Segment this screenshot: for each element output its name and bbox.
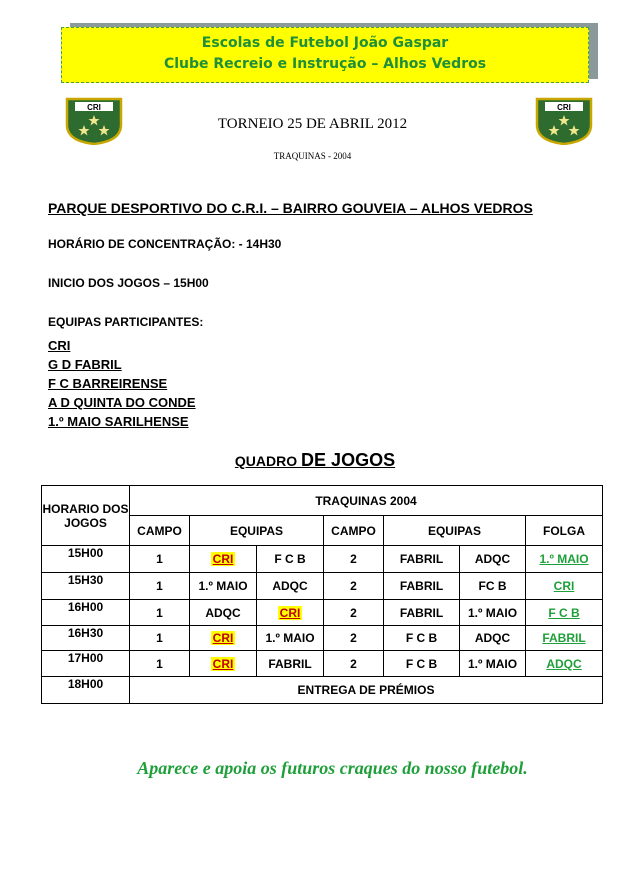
board-title-part1: QUADRO [234, 453, 302, 469]
team-cell: ADQC [460, 546, 526, 573]
team-cell: F C B [257, 546, 324, 573]
hour-cell: 16H30 [42, 626, 130, 651]
school-banner [61, 27, 589, 83]
team-highlight: CRI [212, 552, 234, 566]
team-cell: 1.º MAIO [460, 600, 526, 626]
team-highlight: CRI [212, 656, 234, 671]
team-item: CRI [48, 338, 71, 353]
campo-cell: 1 [130, 651, 190, 677]
team-cell: ADQC [190, 600, 257, 626]
tournament-title: TORNEIO 25 DE ABRIL 2012 [217, 116, 408, 132]
team-cell: FC B [460, 573, 526, 600]
team-cell: ADQC [460, 626, 526, 651]
table-row [42, 600, 603, 626]
team-cell: FABRIL [384, 600, 460, 626]
folga-team: F C B [548, 605, 580, 620]
team-cell [190, 626, 257, 651]
campo-cell: 2 [324, 546, 384, 573]
team-cell: 1.º MAIO [460, 651, 526, 677]
table-row [42, 546, 603, 573]
team-item: G D FABRIL [48, 357, 122, 372]
venue-heading: PARQUE DESPORTIVO DO C.R.I. – BAIRRO GOUVEIA – ALHOS VEDROS [48, 200, 533, 216]
team-cell: FABRIL [257, 651, 324, 677]
folga-team: CRI [553, 579, 575, 593]
table-row [42, 626, 603, 651]
team-item: A D QUINTA DO CONDE [48, 395, 196, 410]
folga-team: 1.º MAIO [539, 552, 589, 566]
team-cell: FABRIL [384, 573, 460, 600]
team-cell: 1.º MAIO [257, 626, 324, 651]
team-highlight: CRI [279, 605, 301, 620]
hour-cell: 15H00 [42, 546, 130, 573]
team-item: 1.º MAIO SARILHENSE [48, 414, 189, 429]
games-start-time: INICIO DOS JOGOS – 15H00 [48, 276, 209, 290]
crest-letters: CRI [87, 103, 101, 112]
awards-cell: ENTREGA DE PRÉMIOS [130, 677, 603, 704]
folga-header: FOLGA [526, 516, 603, 546]
banner-line-club: Clube Recreio e Instrução – Alhos Vedros [163, 56, 487, 72]
folga-cell [526, 600, 603, 626]
concentration-time: HORÁRIO DE CONCENTRAÇÃO: - 14H30 [48, 237, 282, 251]
team-cell [190, 546, 257, 573]
group-header: TRAQUINAS 2004 [130, 486, 603, 516]
folga-cell [526, 546, 603, 573]
team-cell: 1.º MAIO [190, 573, 257, 600]
slogan: Aparece e apoia os futuros craques do nosso futebol. [137, 758, 528, 778]
games-board-title [0, 450, 625, 471]
board-title-part2: DE JOGOS [301, 450, 396, 470]
campo-cell: 1 [130, 600, 190, 626]
hour-cell: 17H00 [42, 651, 130, 677]
team-cell: F C B [384, 651, 460, 677]
equipas-header: EQUIPAS [384, 516, 526, 546]
team-item: F C BARREIRENSE [48, 376, 168, 391]
campo-cell: 1 [130, 573, 190, 600]
banner-line-school: Escolas de Futebol João Gaspar [201, 35, 449, 51]
team-cell: F C B [384, 626, 460, 651]
campo-cell: 2 [324, 573, 384, 600]
table-row [42, 573, 603, 600]
folga-cell [526, 651, 603, 677]
tournament-subtitle: TRAQUINAS - 2004 [273, 151, 352, 161]
campo-cell: 2 [324, 651, 384, 677]
table-row [42, 651, 603, 677]
hour-cell: 18H00 [42, 677, 130, 704]
folga-cell [526, 573, 603, 600]
team-cell: FABRIL [384, 546, 460, 573]
hour-header: HORARIO DOS JOGOS [42, 486, 130, 546]
campo-cell: 2 [324, 600, 384, 626]
team-cell [257, 600, 324, 626]
team-cell: ADQC [257, 573, 324, 600]
teams-heading: EQUIPAS PARTICIPANTES: [48, 315, 204, 329]
hour-cell: 16H00 [42, 600, 130, 626]
team-highlight: CRI [212, 631, 234, 645]
campo-cell: 1 [130, 546, 190, 573]
table-row [42, 677, 603, 704]
equipas-header: EQUIPAS [190, 516, 324, 546]
folga-cell [526, 626, 603, 651]
hour-cell: 15H30 [42, 573, 130, 600]
folga-team: FABRIL [542, 631, 586, 645]
campo-cell: 1 [130, 626, 190, 651]
campo-header: CAMPO [324, 516, 384, 546]
campo-header: CAMPO [130, 516, 190, 546]
folga-team: ADQC [546, 656, 582, 671]
campo-cell: 2 [324, 626, 384, 651]
games-table [41, 485, 603, 704]
crest-letters: CRI [557, 103, 571, 112]
team-cell [190, 651, 257, 677]
